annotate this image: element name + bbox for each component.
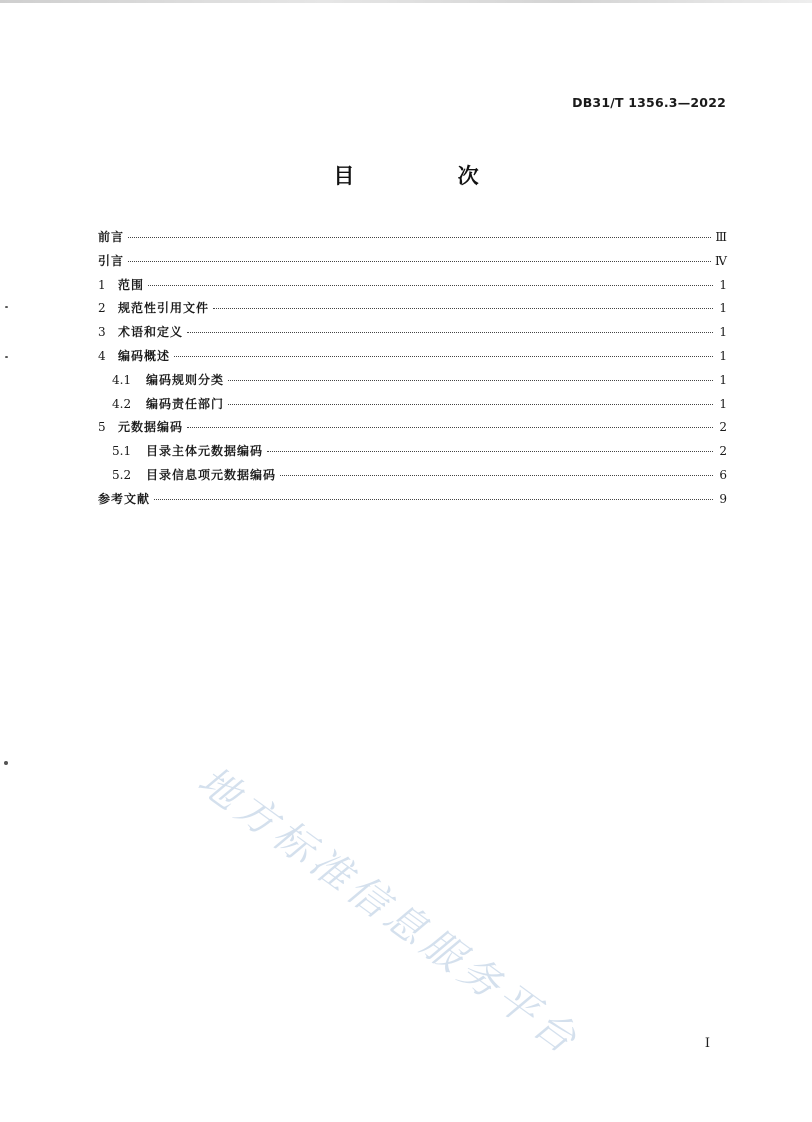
watermark: 地方标准信息服务平台 (189, 757, 589, 1066)
toc-entry-number: 4.1 (112, 372, 132, 387)
toc-entry-title: 规范性引用文件 (118, 301, 210, 316)
toc-entry[interactable] (98, 490, 727, 514)
toc-entry-title: 编码责任部门 (146, 396, 225, 411)
toc-entry-title: 参考文献 (98, 491, 151, 506)
toc-entry-title: 目录主体元数据编码 (146, 444, 264, 459)
toc-dot-leader (280, 475, 713, 476)
toc-entry-number: 1 (98, 277, 106, 292)
toc-dot-leader (187, 427, 713, 428)
toc-entry-page: 6 (719, 467, 727, 482)
toc-dot-leader (267, 451, 713, 452)
toc-entry-title: 引言 (98, 253, 125, 268)
toc-entry-page: 1 (719, 301, 727, 316)
toc-dot-leader (228, 404, 713, 405)
toc-entry-page: 1 (719, 372, 727, 387)
toc-entry[interactable] (98, 276, 727, 300)
toc-entry-page: Ⅳ (715, 253, 727, 268)
toc-dot-leader (187, 332, 713, 333)
toc-entry-number: 5.1 (112, 444, 132, 459)
scan-speck (4, 761, 8, 765)
toc-entry-number: 2 (98, 301, 106, 316)
toc-entry-title: 目录信息项元数据编码 (146, 467, 277, 482)
toc-dot-leader (128, 237, 711, 238)
standard-code: DB31/T 1356.3—2022 (572, 95, 726, 110)
toc-entry[interactable] (98, 418, 727, 442)
toc-entry-number: 4 (98, 348, 106, 363)
toc-entry[interactable] (98, 395, 727, 419)
toc-entry[interactable] (98, 299, 727, 323)
page-title: 目 次 (333, 164, 527, 188)
toc-entry-page: 1 (719, 396, 727, 411)
toc-entry[interactable] (98, 228, 727, 252)
toc-entry[interactable] (98, 323, 727, 347)
toc-entry-page: 1 (719, 277, 727, 292)
scan-speck (5, 356, 8, 358)
toc-dot-leader (148, 285, 713, 286)
toc-entry-number: 5.2 (112, 467, 132, 482)
toc-entry-number: 3 (98, 325, 106, 340)
toc-entry-title: 范围 (118, 277, 145, 292)
toc-entry[interactable] (98, 252, 727, 276)
toc-entry-title: 元数据编码 (118, 420, 184, 435)
toc-dot-leader (174, 356, 713, 357)
toc-entry-page: Ⅲ (715, 230, 727, 244)
toc-dot-leader (228, 380, 713, 381)
toc-dot-leader (154, 499, 713, 500)
toc-dot-leader (128, 261, 711, 262)
toc-dot-leader (213, 308, 713, 309)
toc-entry-page: 2 (719, 420, 727, 435)
toc-entry-page: 1 (719, 348, 727, 363)
toc-entry-title: 术语和定义 (118, 325, 184, 340)
toc-entry-page: 1 (719, 325, 727, 340)
toc-entry-page: 2 (719, 444, 727, 459)
toc-entry[interactable] (98, 466, 727, 490)
scan-top-edge (0, 0, 812, 3)
table-of-contents (98, 228, 727, 514)
toc-entry[interactable] (98, 347, 727, 371)
scan-speck (5, 306, 8, 308)
toc-entry-number: 4.2 (112, 396, 132, 411)
toc-entry-number: 5 (98, 420, 106, 435)
toc-entry-title: 编码规则分类 (146, 372, 225, 387)
toc-entry-title: 前言 (98, 230, 125, 244)
toc-entry[interactable] (98, 371, 727, 395)
page-number: I (704, 1036, 710, 1051)
toc-entry-title: 编码概述 (118, 348, 171, 363)
toc-entry-page: 9 (719, 491, 727, 506)
toc-entry[interactable] (98, 442, 727, 466)
